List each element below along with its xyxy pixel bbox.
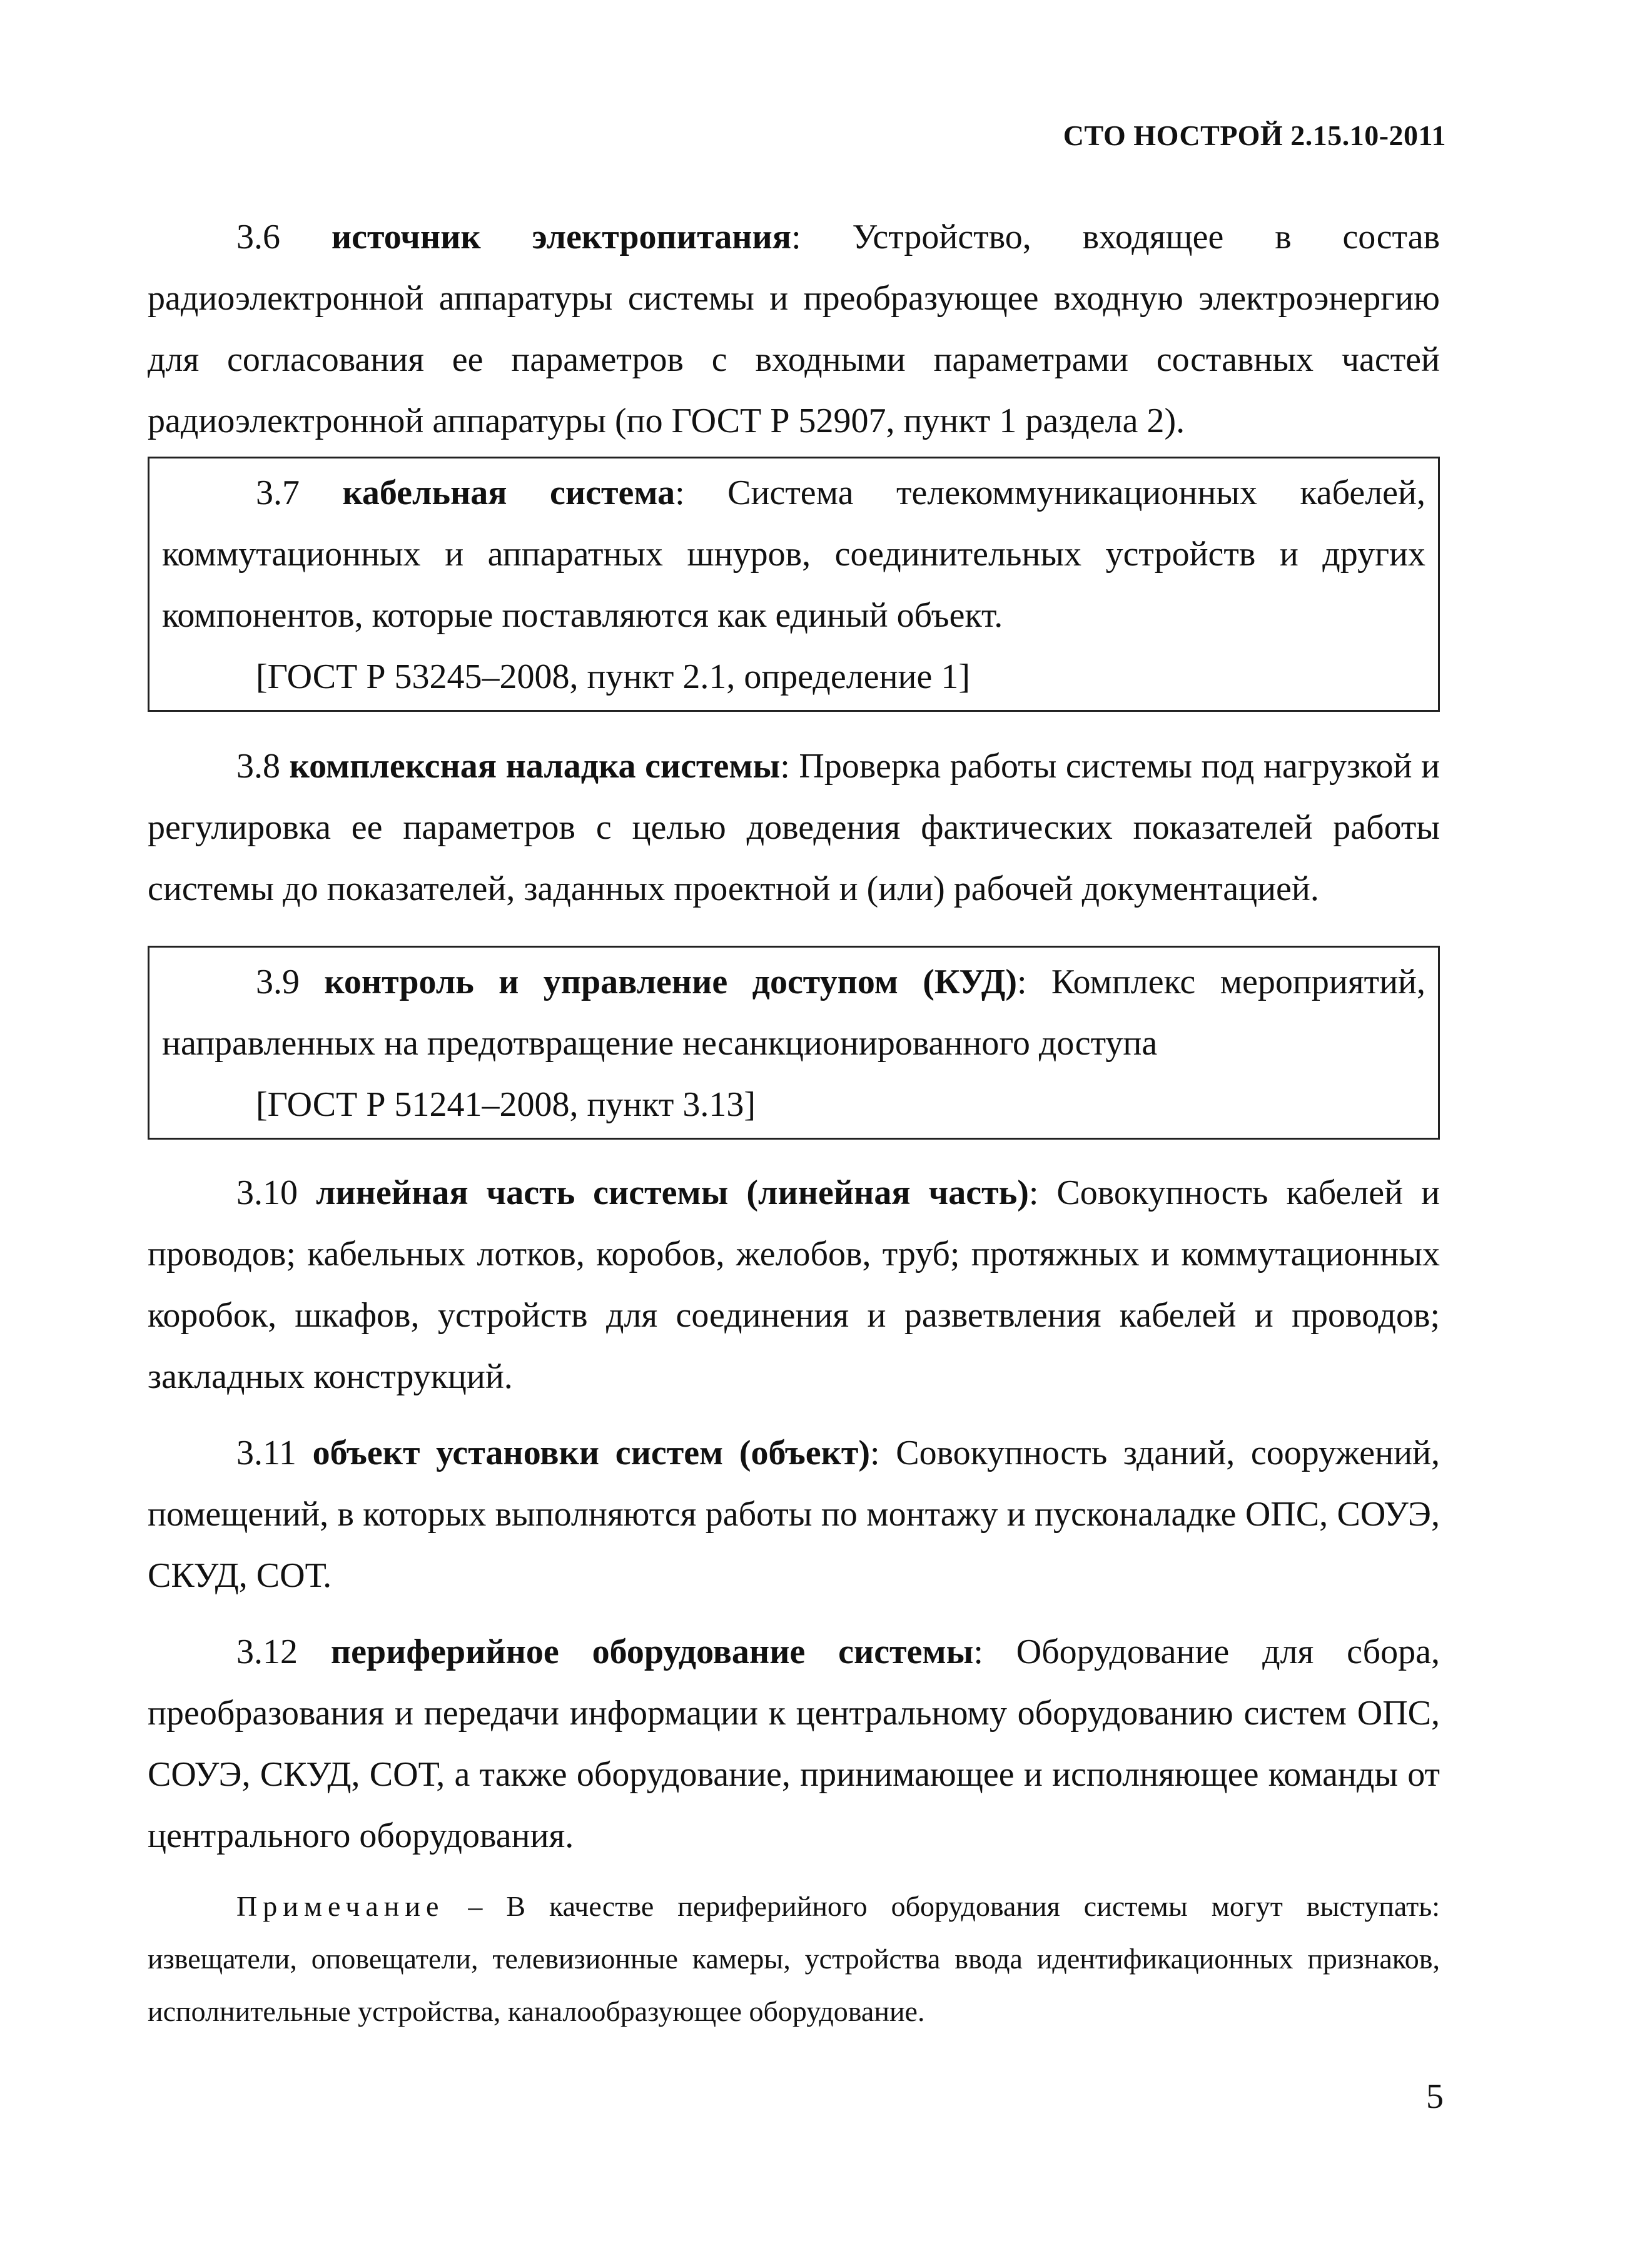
definition-text: : Комплекс мероприятий, направленных на предотвращение несанкционированного доступа <box>162 963 1426 1063</box>
definition-3-8 <box>148 736 1440 919</box>
clause-number: 3.7 <box>256 473 300 512</box>
definition-text: : Совокупность кабелей и проводов; кабельных лотков, коробов, желобов, труб; протяжных и коммутационных коробок, шкафов, устройств для соединения и разветвления кабелей и проводов; закладных конструкций. <box>148 1173 1440 1396</box>
source-reference: [ГОСТ Р 51241–2008, пункт 3.13] <box>256 1085 756 1124</box>
definition-3-7 <box>162 462 1425 646</box>
definition-3-6 <box>148 206 1440 452</box>
term: источник электропитания <box>331 218 792 256</box>
source-reference: [ГОСТ Р 53245–2008, пункт 2.1, определение 1] <box>256 657 971 696</box>
term: комплексная наладка системы <box>289 747 781 786</box>
definition-3-10 <box>148 1162 1440 1407</box>
note-label: Примечание <box>236 1890 445 1922</box>
clause-number: 3.9 <box>256 963 300 1001</box>
document-code-header: СТО НОСТРОЙ 2.15.10-2011 <box>1063 119 1446 151</box>
page-number: 5 <box>1426 2077 1444 2116</box>
definition-3-12 <box>148 1621 1440 1866</box>
term: объект установки систем (объект) <box>312 1434 871 1472</box>
term: линейная часть системы (линейная часть) <box>316 1173 1029 1212</box>
definition-text: : Система телекоммуникационных кабелей, коммутационных и аппаратных шнуров, соединительных устройств и других компонентов, которые поставляются как единый объект. <box>162 473 1426 635</box>
clause-number: 3.10 <box>236 1173 298 1212</box>
page-content <box>148 206 1440 2038</box>
clause-number: 3.8 <box>236 747 280 786</box>
definition-text: : Проверка работы системы под нагрузкой и регулировка ее параметров с целью доведения фактических показателей работы системы до показателей, заданных проектной и (или) рабочей документацией. <box>148 747 1440 908</box>
framed-definition-3-7 <box>148 457 1440 712</box>
definition-text: : Совокупность зданий, сооружений, помещений, в которых выполняются работы по монтажу и пусконаладке ОПС, СОУЭ, СКУД, СОТ. <box>148 1434 1440 1595</box>
clause-number: 3.11 <box>236 1434 296 1472</box>
definition-3-11 <box>148 1422 1440 1606</box>
term: периферийное оборудование системы <box>330 1633 974 1671</box>
clause-number: 3.12 <box>236 1633 298 1671</box>
term: кабельная система <box>342 473 676 512</box>
note <box>148 1880 1440 2038</box>
note-text: – В качестве периферийного оборудования системы могут выступать: извещатели, оповещатели, телевизионные камеры, устройства ввода идентификационных признаков, исполнительные устройства, каналообразующее оборудование. <box>148 1890 1440 2027</box>
definition-text: : Оборудование для сбора, преобразования и передачи информации к центральному оборудованию систем ОПС, СОУЭ, СКУД, СОТ, а также оборудование, принимающее и исполняющее команды от центрального оборудования. <box>148 1633 1440 1855</box>
definition-3-9 <box>162 951 1425 1074</box>
clause-number: 3.6 <box>236 218 280 256</box>
framed-definition-3-9 <box>148 946 1440 1140</box>
definition-text: : Устройство, входящее в состав радиоэлектронной аппаратуры системы и преобразующее входную электроэнергию для согласования ее параметров с входными параметрами составных частей радиоэлектронной аппаратуры (по ГОСТ Р 52907, пункт 1 раздела 2). <box>148 218 1440 440</box>
term: контроль и управление доступом (КУД) <box>324 963 1017 1001</box>
